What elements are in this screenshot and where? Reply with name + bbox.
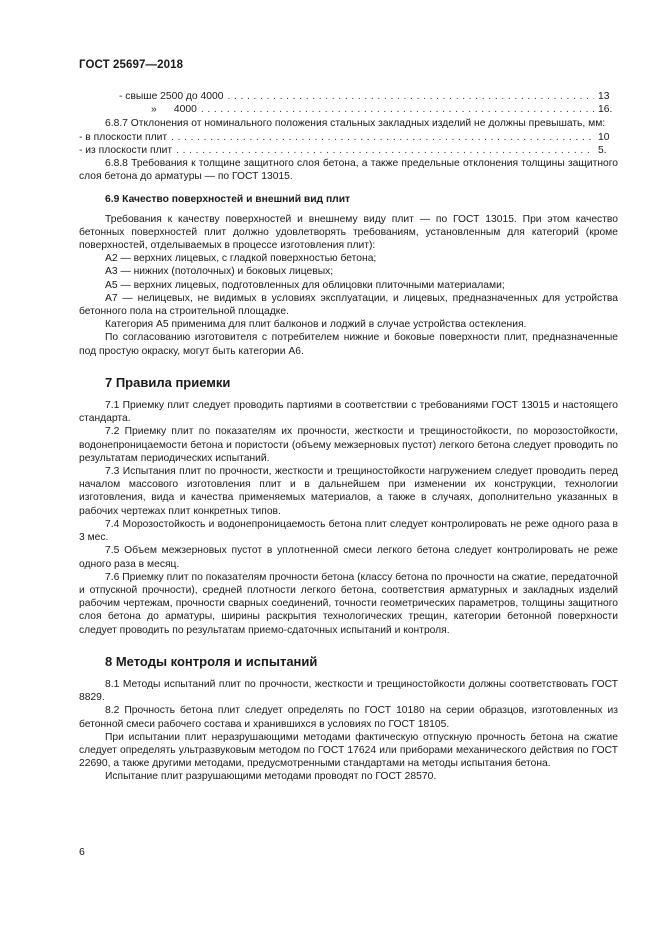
- plane-row-value: 10: [598, 131, 610, 143]
- paragraph: По согласованию изготовителя с потребителем нижние и боковые поверхности плит, предназначенные под простую окраску, могут быть категории А6.: [79, 332, 618, 357]
- tolerance-row-label: » 4000: [151, 104, 197, 116]
- tolerance-row: [79, 103, 618, 116]
- paragraph: Требования к качеству поверхностей и внешнему виду плит — по ГОСТ 13015. При этом качество бетонных поверхностей плит должно удовлетворять требованиям, установленным для категорий (кроме поверхностей, отделываемых в процессе изготовления плит):: [79, 213, 618, 252]
- paragraph: 7.5 Объем межзерновых пустот в уплотненной смеси легкого бетона следует контролировать не реже одного раза в месяц.: [79, 545, 618, 570]
- list-item: А3 — нижних (потолочных) и боковых лицевых;: [105, 266, 334, 278]
- document-body: [79, 90, 618, 784]
- list-item: А7 — нелицевых, не видимых в условиях эксплуатации, и лицевых, предназначенных для устройства бетонного пола на строительной площадке.: [79, 292, 618, 318]
- paragraph-6-8-8: 6.8.8 Требования к толщине защитного слоя бетона, а также предельные отклонения толщины защитного слоя бетона до арматуры — по ГОСТ 13015.: [79, 158, 618, 183]
- list-item: А2 — верхних лицевых, с гладкой поверхностью бетона;: [105, 253, 377, 265]
- paragraph: 7.4 Морозостойкость и водонепроницаемость бетона плит следует контролировать не реже одного раза в 3 мес.: [79, 518, 618, 544]
- paragraph: 7.6 Приемку плит по показателям прочности бетона (классу бетона по прочности на сжатие, передаточной и отпускной прочности), средней плотности легкого бетона, соответствия арматурных и закладных изделий рабочим чертежам, прочности сварных соединений, точности геометрических параметров, толщины защитного слоя бетона до арматуры, ширины раскрытия технологических трещин, категории бетонной поверхности следует проводить по результатам приемо-сдаточных испытаний и контроля.: [79, 571, 618, 636]
- document-code-header: ГОСТ 25697—2018: [79, 59, 184, 71]
- paragraph: Испытание плит разрушающими методами проводят по ГОСТ 28570.: [105, 771, 437, 783]
- tolerance-row-value: 13: [598, 91, 610, 102]
- tolerance-row-label: - свыше 2500 до 4000: [119, 91, 224, 102]
- paragraph-6-8-7: 6.8.7 Отклонения от номинального положения стальных закладных изделий не должны превышать, мм:: [105, 118, 606, 130]
- paragraph: Категория А5 применима для плит балконов и лоджий в случае устройства остекления.: [105, 319, 527, 331]
- list-item: А5 — верхних лицевых, подготовленных для облицовки плиточными материалами;: [105, 279, 505, 291]
- tolerance-row-value: 16.: [598, 104, 613, 116]
- section-heading-8: 8 Методы контроля и испытаний: [105, 653, 318, 669]
- paragraph: 8.2 Прочность бетона плит следует определять по ГОСТ 10180 на серии образцов, изготовленных из бетонной смеси рабочего состава и хранившихся в условиях по ГОСТ 18105.: [79, 705, 618, 730]
- section-heading-7: 7 Правила приемки: [105, 374, 231, 390]
- page-number: 6: [79, 846, 85, 858]
- tolerance-row: [79, 90, 618, 103]
- paragraph: 7.2 Приемку плит по показателям их прочности, жесткости и трещиностойкости, по морозостойкости, водонепроницаемости бетона и пористости (объему межзерновых пустот) легкого бетона следует проводить по результатам периодических испытаний.: [79, 426, 618, 464]
- plane-row-label: - из плоскости плит: [79, 144, 173, 156]
- paragraph: 8.1 Методы испытаний плит по прочности, жесткости и трещиностойкости должны соответствовать ГОСТ 8829.: [79, 678, 618, 704]
- plane-row-label: - в плоскости плит: [79, 131, 168, 143]
- paragraph: При испытании плит неразрушающими методами фактическую отпускную прочность бетона на сжатие следует определять ультразвуковым методом по ГОСТ 17624 или приборами механического действия по ГОСТ 22690, а также другими методами, предусмотренными стандартами на методы испытания бетона.: [79, 731, 618, 770]
- subsection-heading-6-9: 6.9 Качество поверхностей и внешний вид плит: [105, 194, 351, 206]
- paragraph: 7.3 Испытания плит по прочности, жесткости и трещиностойкости нагружением следует проводить перед началом массового изготовления плит и в дальнейшем при изменении их конструкции, технологии изготовления, вида и качества применяемых материалов, а также в случаях, дополнительно указанных в рабочих чертежах плит конкретных типов.: [79, 466, 618, 517]
- plane-row: [79, 131, 618, 144]
- plane-row-value: 5.: [598, 144, 607, 156]
- plane-row: [79, 144, 618, 157]
- paragraph: 7.1 Приемку плит следует проводить партиями в соответствии с требованиями ГОСТ 13015 и настоящего стандарта.: [79, 400, 618, 425]
